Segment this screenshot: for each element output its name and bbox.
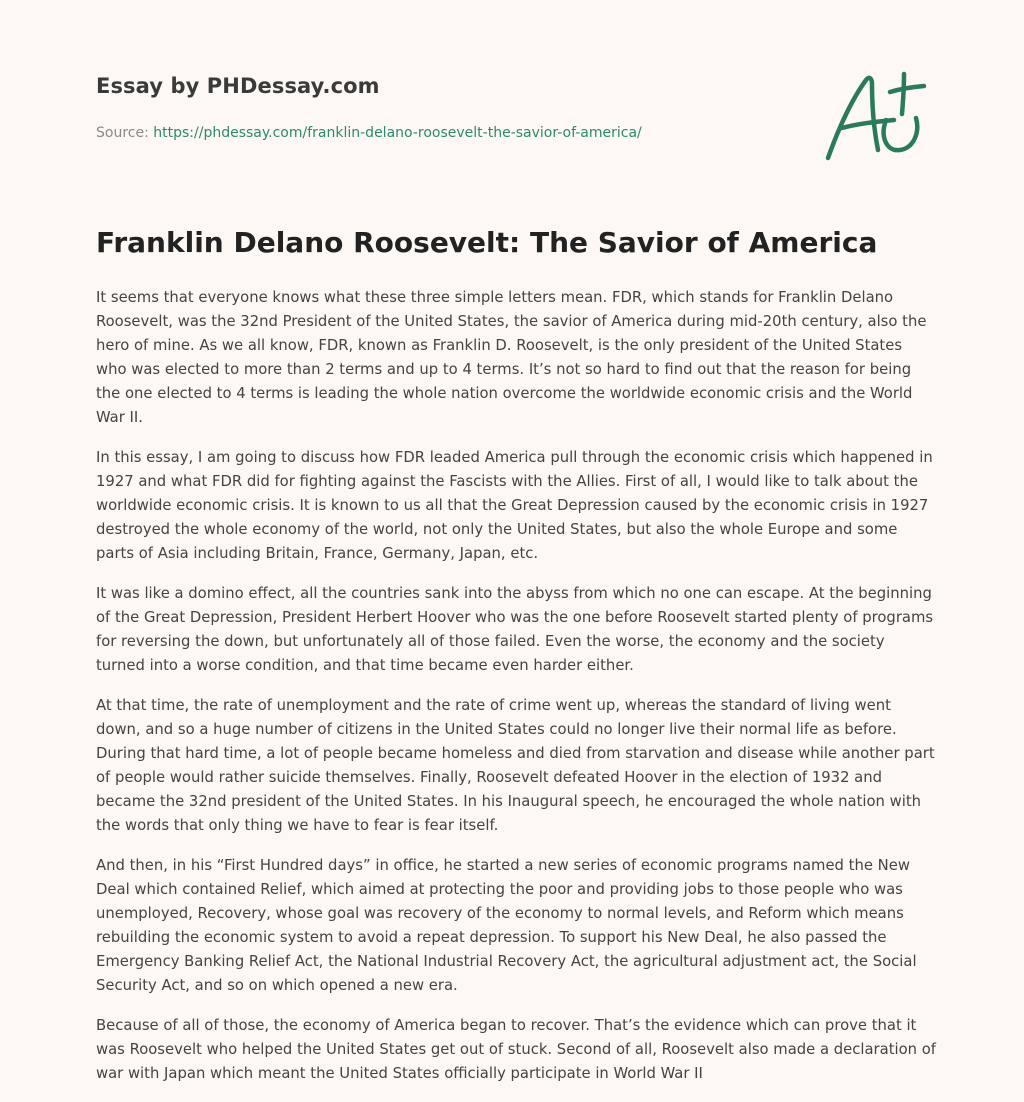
source-link[interactable]: https://phdessay.com/franklin-delano-roosevelt-the-savior-of-america/ [153,125,642,141]
essay-body [96,286,936,1102]
site-title: Essay by PHDessay.com [96,74,380,98]
essay-paragraph: At that time, the rate of unemployment and the rate of crime went up, whereas the standard of living went down, and so a huge number of citizens in the United States could no longer live their normal life as before. During that hard time, a lot of people became homeless and died from starvation and disease while another part of people would rather suicide themselves. Finally, Roosevelt defeated Hoover in the election of 1932 and became the 32nd president of the United States. In his Inaugural speech, he encouraged the whole nation with the words that only thing we have to fear is fear itself. [96,697,935,834]
essay-paragraph: It seems that everyone knows what these three simple letters mean. FDR, which stands for Franklin Delano Roosevelt, was the 32nd President of the United States, the savior of America during mid-20th century, also the hero of mine. As we all know, FDR, known as Franklin D. Roosevelt, is the only president of the United States who was elected to more than 2 terms and up to 4 terms. It’s not so hard to find out that the reason for being the one elected to 4 terms is leading the whole nation overcome the worldwide economic crisis and the World War II. [96,289,927,426]
essay-paragraph: Because of all of those, the economy of America began to recover. That’s the evidence which can prove that it was Roosevelt who helped the United States get out of stuck. Second of all, Roosevelt also made a declaration of war with Japan which meant the United States officially participate in World War II [96,1017,937,1082]
page-header [96,74,796,141]
essay-paragraph: And then, in his “First Hundred days” in office, he started a new series of economic programs named the New Deal which contained Relief, which aimed at protecting the poor and providing jobs to those people who was unemployed, Recovery, whose goal was recovery of the economy to normal levels, and Reform which means rebuilding the economic system to avoid a repeat depression. To support his New Deal, he also passed the Emergency Banking Relief Act, the National Industrial Recovery Act, the agricultural adjustment act, the Social Security Act, and so on which opened a new era. [96,857,917,994]
source-line [96,125,796,141]
essay-paragraph: It was like a domino effect, all the countries sank into the abyss from which no one can escape. At the beginning of the Great Depression, President Herbert Hoover who was the one before Roosevelt started plenty of programs for reversing the down, but unfortunately all of those failed. Even the worse, the economy and the society turned into a worse condition, and that time became even harder either. [96,585,934,674]
essay-title: Franklin Delano Roosevelt: The Savior of America [96,226,878,259]
a-plus-logo-icon [820,66,930,166]
source-label: Source: [96,125,149,141]
essay-paragraph: In this essay, I am going to discuss how FDR leaded America pull through the economic crisis which happened in 1927 and what FDR did for fighting against the Fascists with the Allies. First of all, I would like to talk about the worldwide economic crisis. It is known to us all that the Great Depression caused by the economic crisis in 1927 destroyed the whole economy of the world, not only the United States, but also the whole Europe and some parts of Asia including Britain, France, Germany, Japan, etc. [96,449,933,562]
